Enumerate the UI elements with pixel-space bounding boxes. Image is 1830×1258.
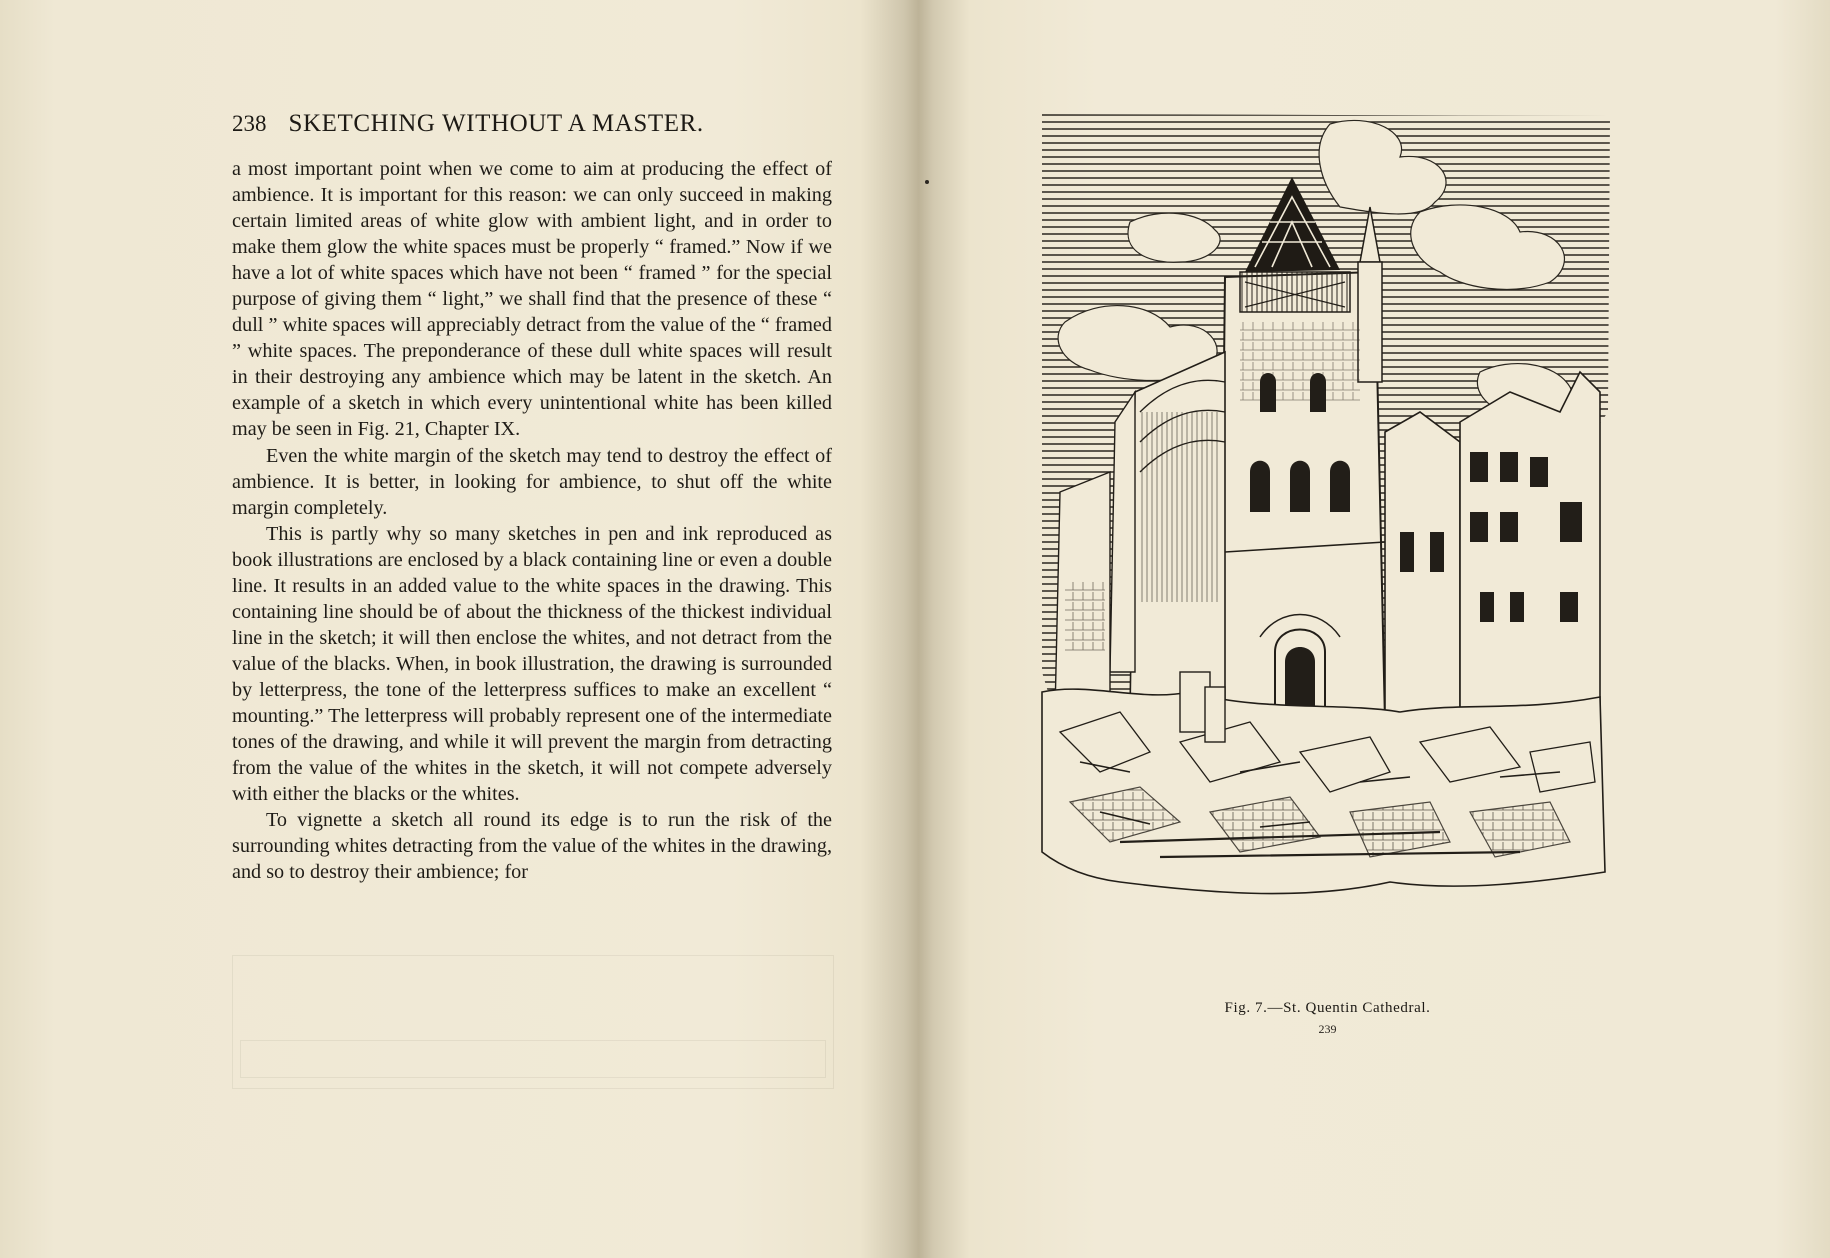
- figure-caption: Fig. 7.—St. Quentin Cathedral.: [1224, 1000, 1431, 1016]
- cathedral-illustration: [1040, 112, 1615, 982]
- paragraph: Even the white margin of the sketch may tend to destroy the effect of ambience. It is better, in looking for ambience, to shut off the white margin completely.: [232, 444, 832, 519]
- paragraph: This is partly why so many sketches in pen and ink reproduced as book illustrations are enclosed by a black containing line or even a double line. It results in an added value to the white spaces in the drawing. This containing line should be of about the thickness of the thickest individual line in the sketch; it will then enclose the whites, and not detract from the value of the blacks. When, in book illustration, the drawing is surrounded by letterpress, the tone of the letterpress suffices to make an excellent “ mounting.” The letterpress will probably represent one of the intermediate tones of the drawing, and while it will prevent the margin from detracting from the value of the whites in the sketch, it will not compete adversely with either the blacks or the whites.: [232, 522, 832, 806]
- body-text: [232, 156, 832, 885]
- paragraph: a most important point when we come to aim at producing the effect of ambience. It is important for this reason: we can only succeed in making certain limited areas of white glow with ambient light, and in order to make them glow the white spaces must be properly “ framed.” Now if we have a lot of white spaces which have not been “ framed ” for the special purpose of giving them “ light,” we shall find that the presence of these “ dull ” white spaces will appreciably detract from the value of the “ framed ” white spaces. The preponderance of these dull white spaces will result in their destroying any ambience which may be latent in the sketch. An example of a sketch in which every unintentional white has been killed may be seen in Fig. 21, Chapter IX.: [232, 158, 832, 441]
- running-head: [232, 110, 832, 138]
- right-page: [925, 0, 1830, 1258]
- paragraph: To vignette a sketch all round its edge is to run the risk of the surrounding whites detracting from the value of the whites in the drawing, and so to destroy their ambience; for: [232, 809, 832, 884]
- running-title: SKETCHING WITHOUT A MASTER.: [288, 110, 704, 137]
- right-houses: [1460, 372, 1600, 722]
- show-through-frame: [240, 1040, 826, 1078]
- ink-speck: [925, 180, 929, 184]
- page-number: 239: [1318, 1022, 1337, 1036]
- left-page: [0, 0, 905, 1258]
- right-building: [1385, 412, 1460, 724]
- page-number: 238: [232, 111, 267, 136]
- cathedral-drawing: [1040, 112, 1615, 982]
